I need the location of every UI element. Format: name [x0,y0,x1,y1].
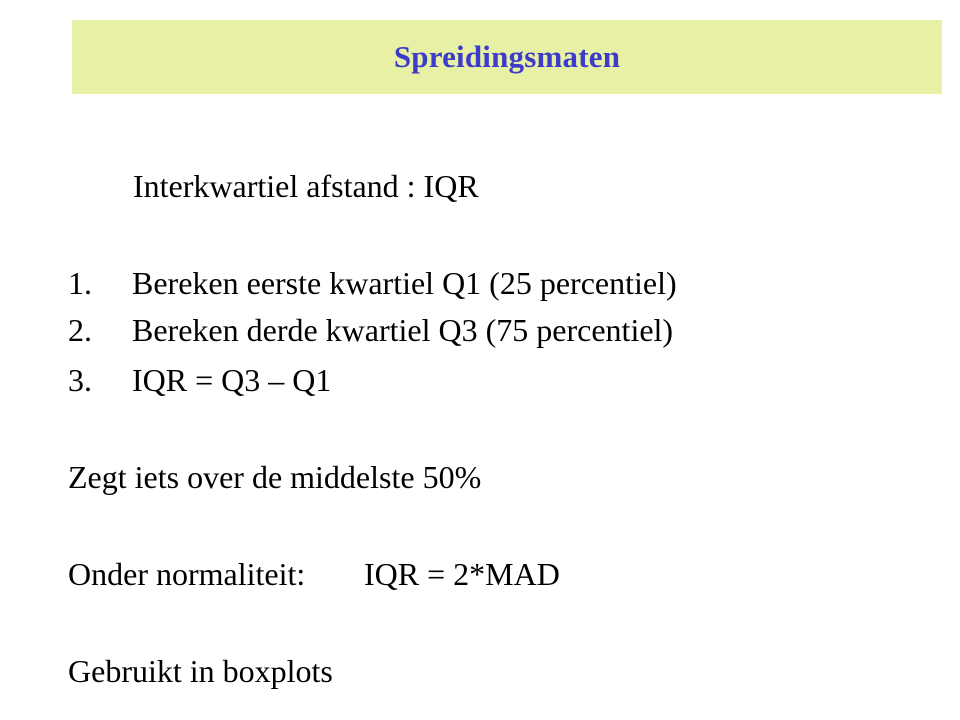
title-bar [72,20,942,94]
list-item-text: Bereken derde kwartiel Q3 (75 percentiel) [132,312,674,348]
list-item-number: 2. [68,312,92,348]
normality-formula: IQR = 2*MAD [364,556,560,592]
slide-subtitle: Interkwartiel afstand : IQR [133,168,479,204]
normality-note [68,555,560,593]
list-item-number: 3. [68,362,92,398]
list-item-number: 1. [68,265,92,301]
note-boxplots: Gebruikt in boxplots [68,653,333,689]
list-item [68,311,673,349]
slide-title: Spreidingsmaten [393,39,621,74]
list-item [68,361,331,399]
list-item-text: IQR = Q3 – Q1 [132,362,332,398]
normality-label: Onder normaliteit: [68,556,306,592]
note-middle: Zegt iets over de middelste 50% [68,459,482,495]
list-item-text: Bereken eerste kwartiel Q1 (25 percentiel) [132,265,677,301]
list-item [68,264,677,302]
